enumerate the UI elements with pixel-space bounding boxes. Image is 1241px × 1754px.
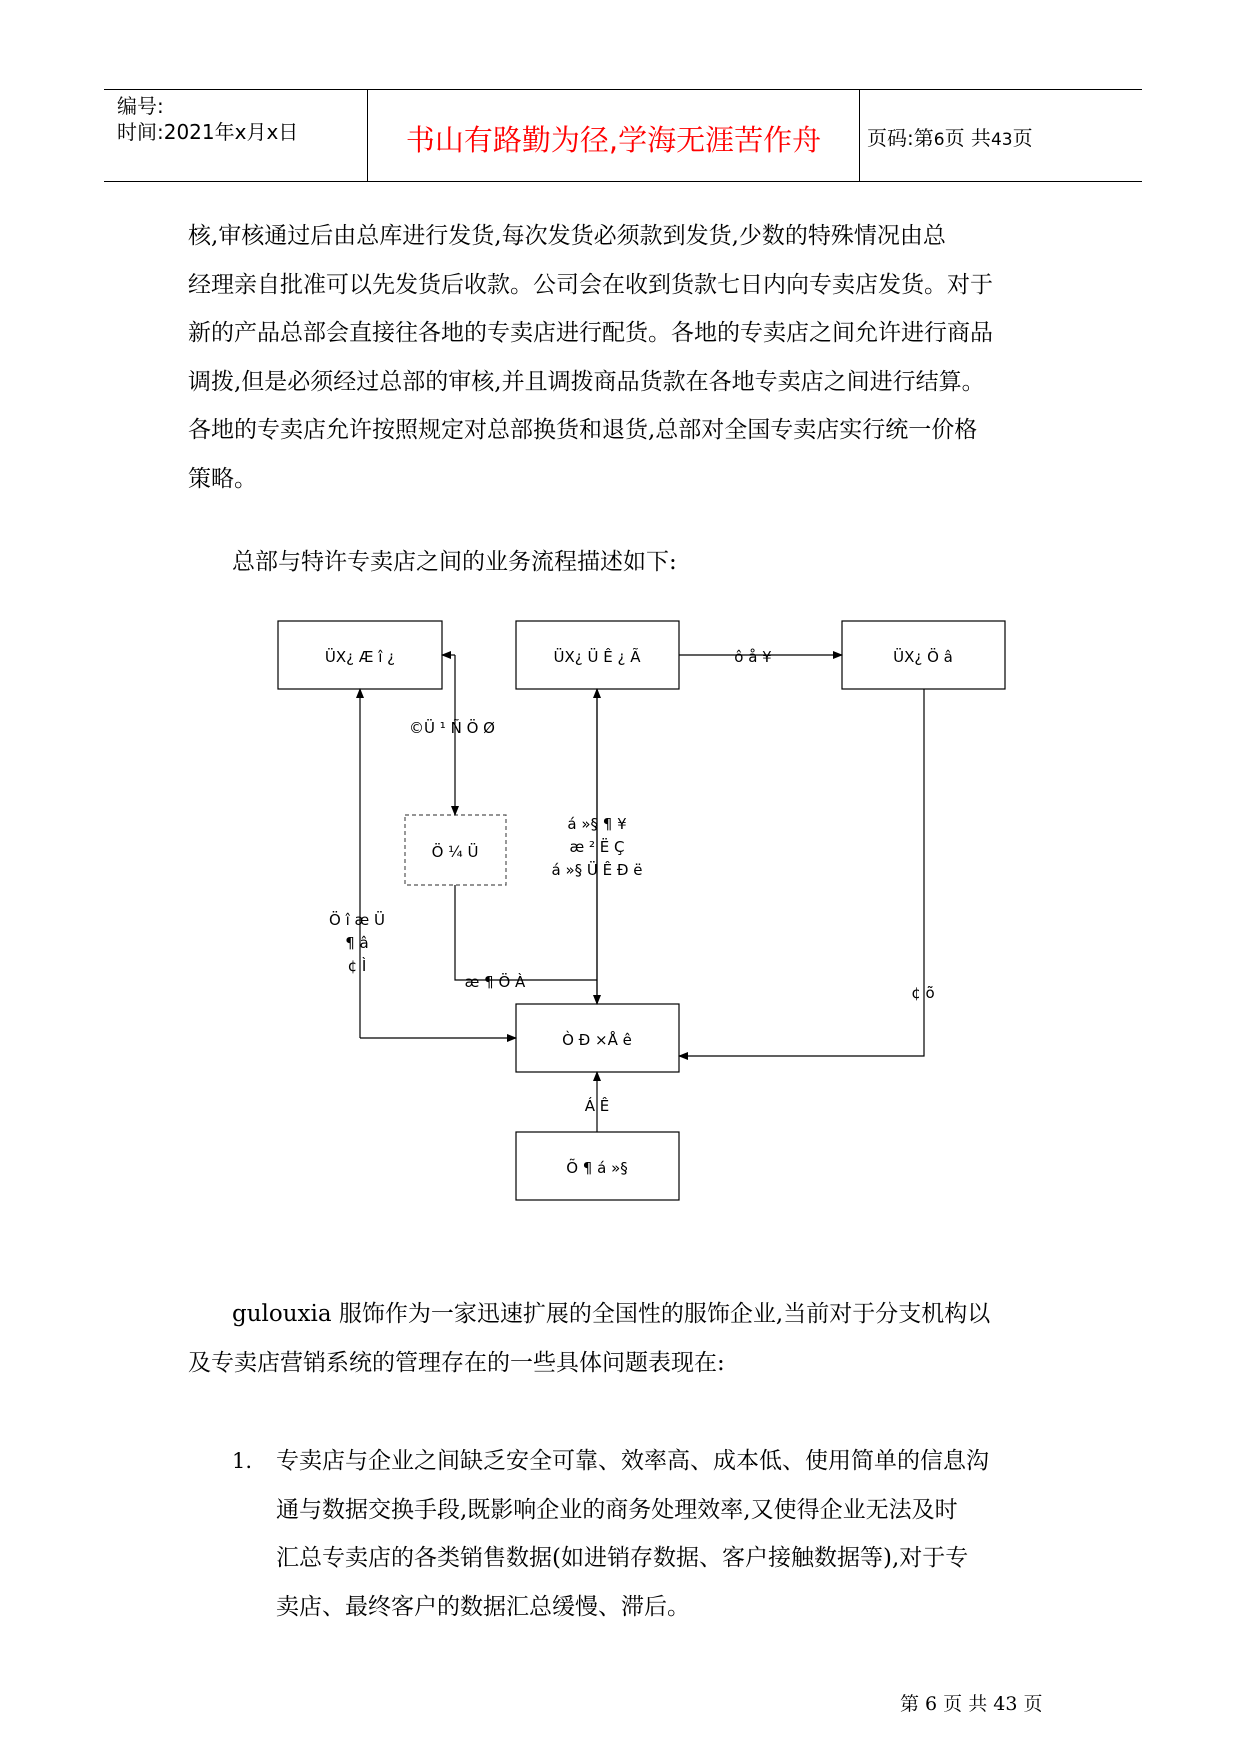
edge-label: ¢ õ (911, 984, 935, 1002)
edge-label: á »§ ¶ ¥ (567, 815, 627, 833)
text-line: 策略。 (188, 465, 257, 492)
text-line: 通与数据交换手段,既影响企业的商务处理效率,又使得企业无法及时 (276, 1496, 958, 1523)
edge-label: ¶ â (345, 934, 369, 952)
list-number: 1. (232, 1449, 253, 1473)
page-footer: 第 6 页 共 43 页 (900, 1693, 1043, 1715)
box-label: ÜX¿ Ö â (893, 648, 953, 666)
page-total: 43 (990, 130, 1013, 150)
page-prefix: 页码:第 (867, 126, 934, 150)
text-line: 汇总专卖店的各类销售数据(如进销存数据、客户接触数据等),对于专 (276, 1545, 969, 1572)
paragraph-2: 总部与特许专卖店之间的业务流程描述如下: (232, 549, 677, 575)
connector (455, 885, 597, 980)
text-line: 卖店、最终客户的数据汇总缓慢、滞后。 (276, 1593, 690, 1620)
edge-label: ¢ Ì (347, 957, 367, 975)
text-line: 各地的专卖店允许按照规定对总部换货和退货,总部对全国专卖店实行统一价格 (188, 417, 978, 444)
edge-label: Á Ê (584, 1097, 610, 1115)
list-item-1 (276, 1437, 989, 1631)
document-date: 时间:2021年x月x日 (117, 120, 299, 144)
document-number-label: 编号: (117, 94, 164, 118)
edge-label: á »§ Ü Ê Ð ë (551, 861, 643, 879)
paragraph-3-line-2: 及专卖店营销系统的管理存在的一些具体问题表现在: (188, 1350, 725, 1376)
box-label: Ò Ð ×Å ê (562, 1031, 632, 1049)
arrow (679, 689, 924, 1056)
edge-label: æ ² Ë Ç (569, 838, 625, 856)
box-label: ÜX¿ Æ î ¿ (324, 648, 396, 666)
text-line: 核,审核通过后由总库进行发货,每次发货必须款到发货,少数的特殊情况由总 (188, 223, 946, 249)
paragraph-3-line-1: gulouxia 服饰作为一家迅速扩展的全国性的服饰企业,当前对于分支机构以 (232, 1301, 991, 1327)
edge-label: æ ¶ Ö À (464, 973, 526, 991)
header-motto: 书山有路勤为径,学海无涯苦作舟 (405, 123, 822, 157)
box-label: ÜX¿ Ü Ê ¿ Ã (553, 648, 641, 666)
text-line: 调拨,但是必须经过总部的审核,并且调拨商品货款在各地专卖店之间进行结算。 (188, 368, 985, 395)
edge-label: Ö î æ Ü (329, 911, 385, 929)
page-mid: 页 共 (944, 126, 991, 150)
box-label: Õ ¶ á »§ (566, 1159, 628, 1177)
edge-label: ô å ¥ (734, 648, 772, 666)
box-label: Ö ¼ Ü (431, 843, 479, 861)
edge-label: ©Ü ¹ Ñ Ö Ø (409, 719, 495, 737)
page-number: 6 (933, 130, 945, 150)
page-suffix: 页 (1012, 126, 1033, 150)
text-line: 专卖店与企业之间缺乏安全可靠、效率高、成本低、使用简单的信息沟 (276, 1448, 989, 1474)
text-line: 新的产品总部会直接往各地的专卖店进行配货。各地的专卖店之间允许进行商品 (188, 320, 993, 347)
text-line: 经理亲自批准可以先发货后收款。公司会在收到货款七日内向专卖店发货。对于 (188, 271, 993, 298)
